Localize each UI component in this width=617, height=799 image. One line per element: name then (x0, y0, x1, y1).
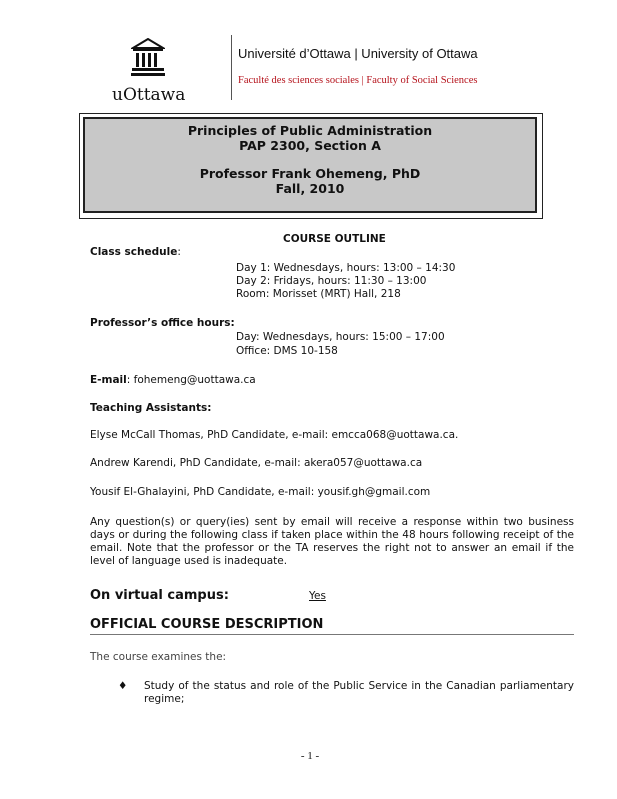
logo-wordmark: uOttawa (112, 85, 186, 105)
section-divider (90, 634, 574, 635)
schedule-room: Room: Morisset (MRT) Hall, 218 (236, 288, 401, 300)
office-hours-label: Professor’s office hours: (90, 317, 235, 329)
course-code: PAP 2300, Section A (239, 138, 381, 153)
ta-item: Andrew Karendi, PhD Candidate, e-mail: akera057@uottawa.ca (90, 457, 423, 469)
schedule-day1: Day 1: Wednesdays, hours: 13:00 – 14:30 (236, 262, 456, 274)
schedule-day2: Day 2: Fridays, hours: 11:30 – 13:00 (236, 275, 427, 287)
header-divider (231, 35, 232, 100)
course-description-heading: OFFICIAL COURSE DESCRIPTION (90, 617, 324, 632)
virtual-campus-label: On virtual campus: (90, 588, 229, 603)
ta-item: Yousif El-Ghalayini, PhD Candidate, e-mail: yousif.gh@gmail.com (90, 486, 431, 498)
office-location: Office: DMS 10-158 (236, 345, 338, 357)
uottawa-logo-icon (131, 38, 165, 76)
description-bullet-item: Study of the status and role of the Public Service in the Canadian parliamentary regime; (144, 680, 574, 705)
professor-name: Professor Frank Ohemeng, PhD (199, 166, 421, 181)
university-name: Université d’Ottawa | University of Ottawa (238, 46, 478, 61)
office-hours-day: Day: Wednesdays, hours: 15:00 – 17:00 (236, 331, 445, 343)
email-policy-paragraph: Any question(s) or query(ies) sent by email will receive a response within two business days or during the following class if taken place within the 48 hours following receipt of the email. Note that the professor or the TA reserves the right not to answer an email if the level of language used is inadequate. (90, 516, 574, 567)
virtual-campus-value: Yes (309, 590, 326, 602)
term: Fall, 2010 (275, 181, 345, 196)
teaching-assistants-heading: Teaching Assistants: (90, 402, 212, 414)
class-schedule-label: Class schedule: (90, 246, 181, 258)
course-outline-heading: COURSE OUTLINE (283, 233, 386, 245)
description-intro: The course examines the: (90, 651, 227, 663)
professor-email: E-mail: fohemeng@uottawa.ca (90, 374, 256, 386)
faculty-name: Faculté des sciences sociales | Faculty of Social Sciences (238, 75, 478, 86)
bullet-diamond-icon: ♦ (118, 680, 128, 692)
course-title: Principles of Public Administration (187, 123, 433, 138)
page-number: - 1 - (300, 750, 320, 762)
ta-item: Elyse McCall Thomas, PhD Candidate, e-mail: emcca068@uottawa.ca. (90, 429, 459, 441)
